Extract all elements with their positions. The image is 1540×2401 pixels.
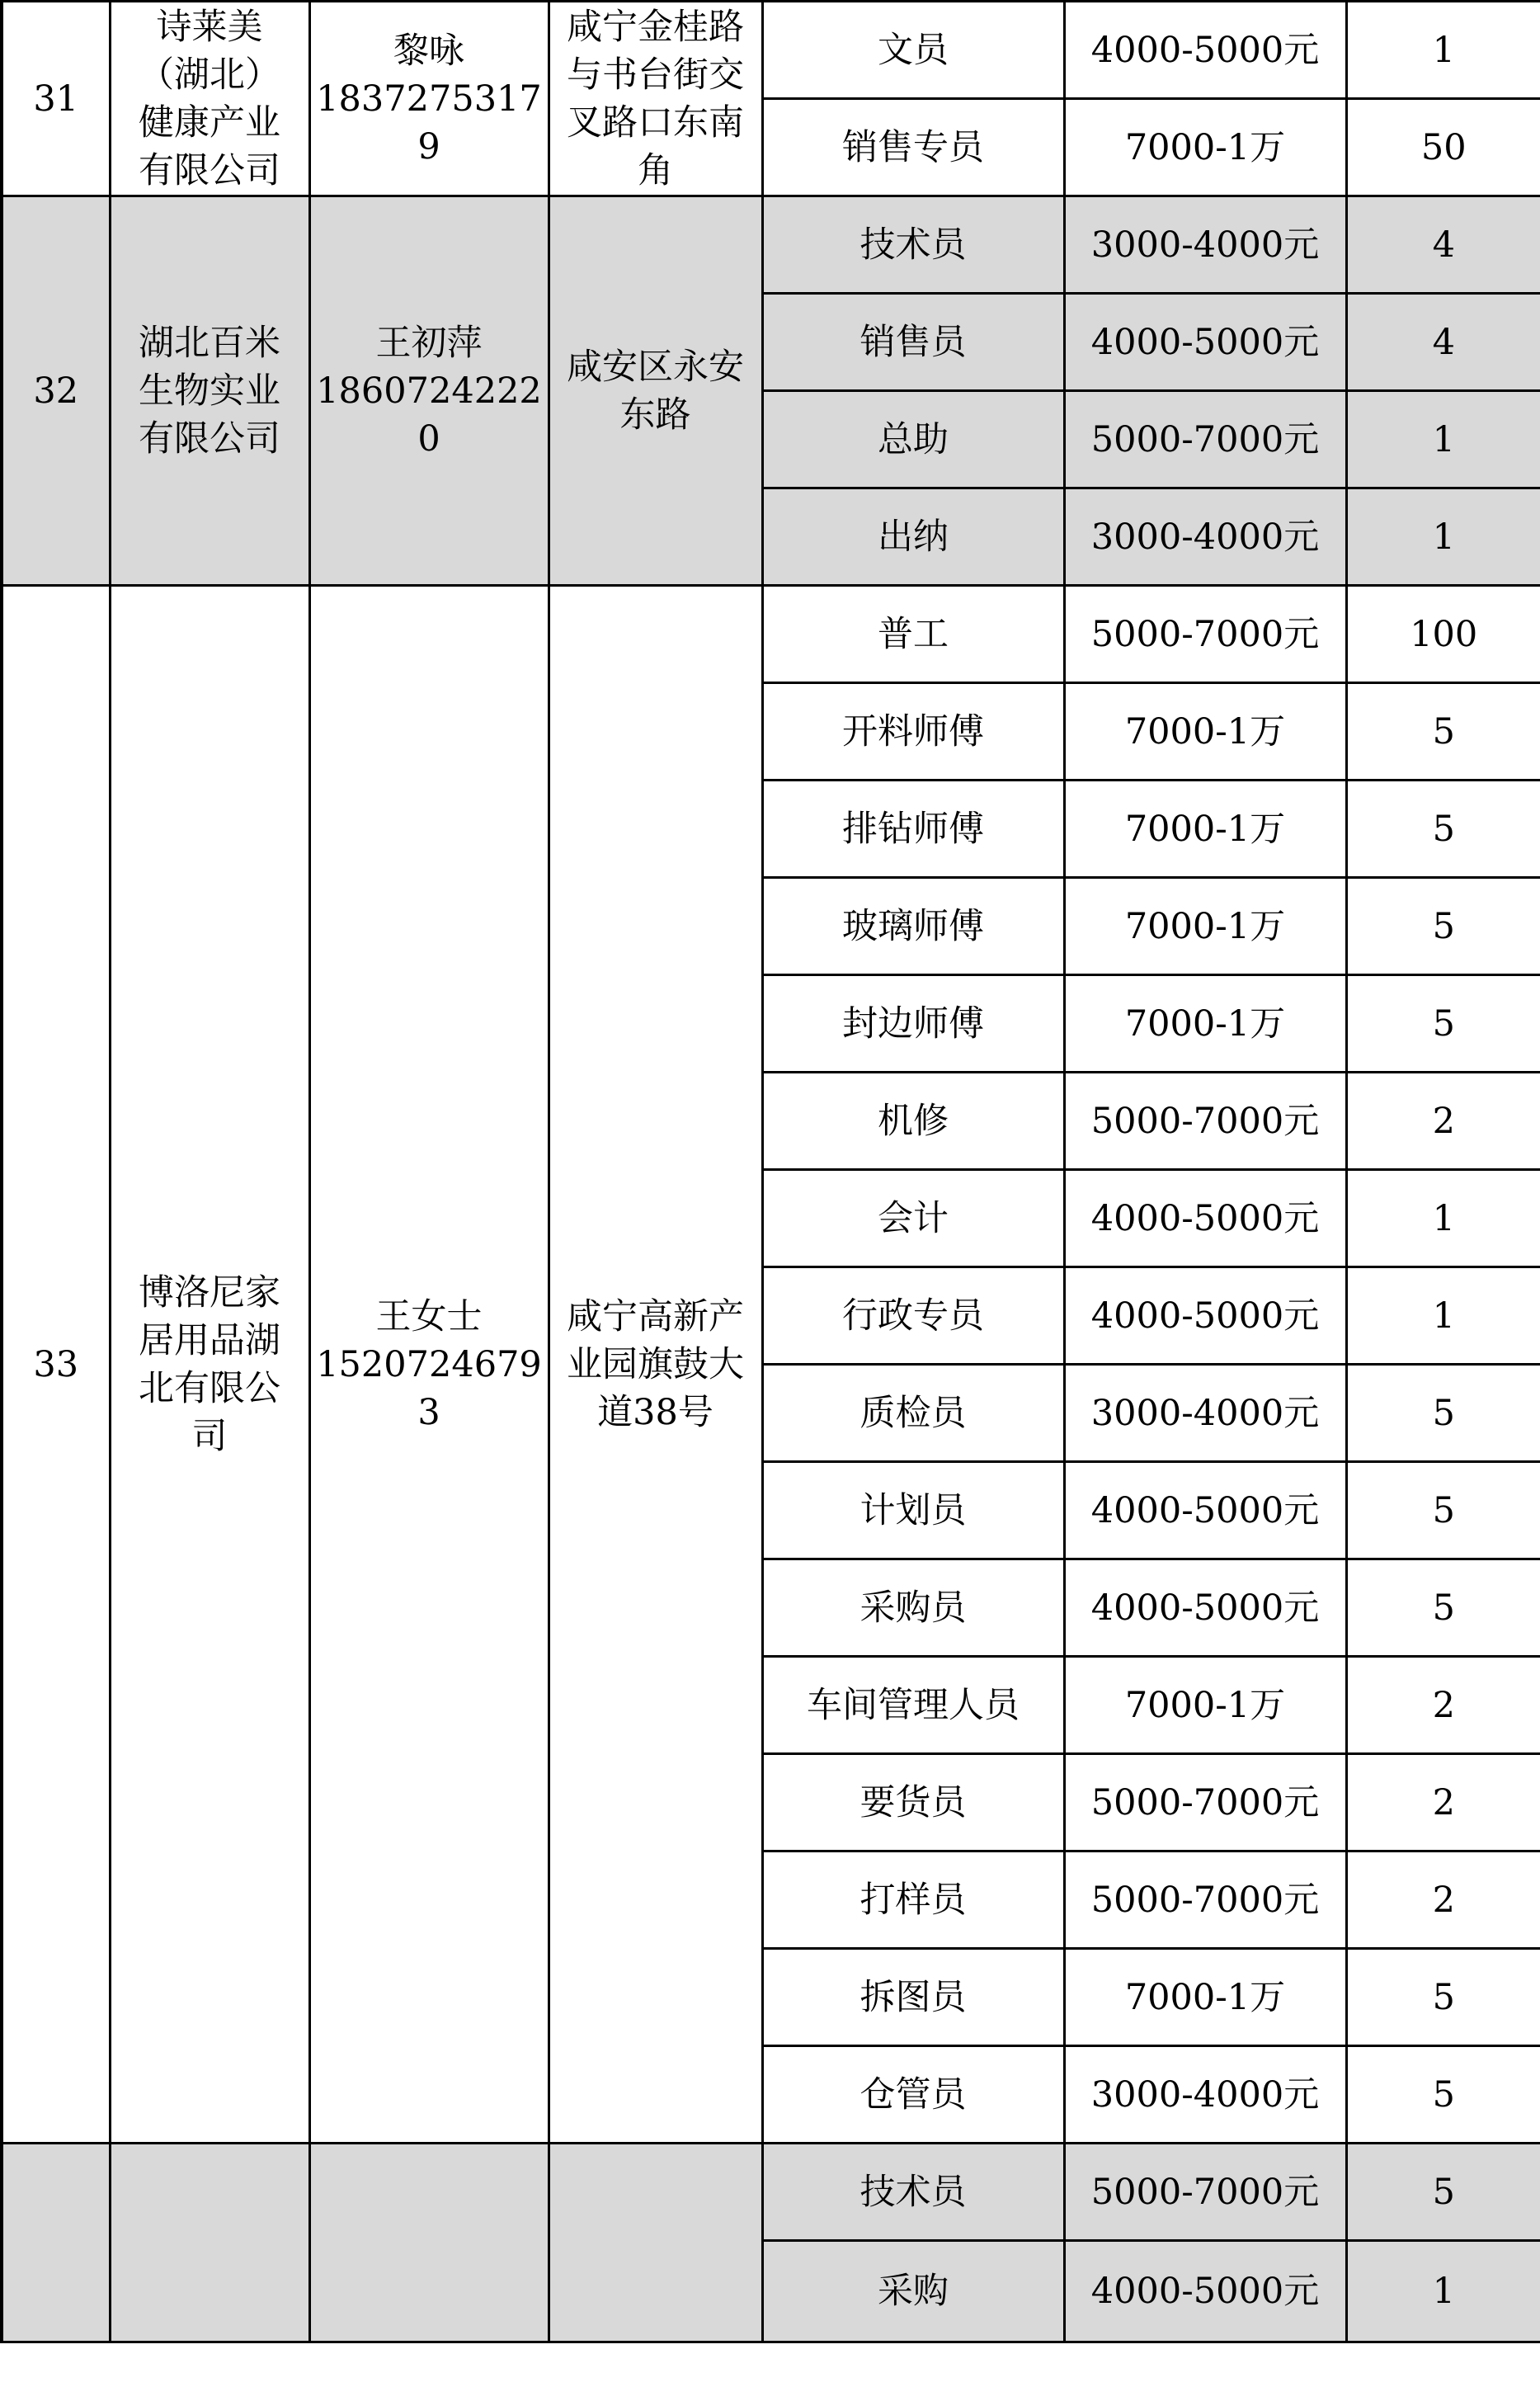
company-name-text: 博洛尼家 居用品湖 北有限公 司 — [139, 1271, 280, 1457]
company-index — [2, 2, 110, 196]
position-title: 会计 — [762, 1170, 1064, 1267]
position-count: 5 — [1346, 2144, 1540, 2241]
position-count: 2 — [1346, 1657, 1540, 1754]
company-contact — [309, 2144, 549, 2342]
position-count: 1 — [1346, 2241, 1540, 2342]
position-title: 计划员 — [762, 1462, 1064, 1559]
position-count: 50 — [1346, 99, 1540, 196]
position-count: 2 — [1346, 1754, 1540, 1851]
position-count: 5 — [1346, 1949, 1540, 2046]
company-name — [110, 2144, 309, 2342]
position-count: 1 — [1346, 488, 1540, 586]
position-title: 销售员 — [762, 294, 1064, 391]
company-contact — [309, 586, 549, 2144]
position-salary: 5000-7000元 — [1064, 391, 1346, 488]
company-contact-text: 王初萍 18607242220 — [316, 322, 542, 460]
position-count: 4 — [1346, 294, 1540, 391]
position-salary: 4000-5000元 — [1064, 294, 1346, 391]
position-title: 机修 — [762, 1073, 1064, 1170]
position-count: 5 — [1346, 683, 1540, 781]
company-name — [110, 2, 309, 196]
position-title: 出纳 — [762, 488, 1064, 586]
position-title: 拆图员 — [762, 1949, 1064, 2046]
company-index — [2, 586, 110, 2144]
position-count: 5 — [1346, 1559, 1540, 1657]
position-count: 5 — [1346, 1462, 1540, 1559]
position-salary: 7000-1万 — [1064, 99, 1346, 196]
table-row — [2, 196, 1540, 294]
position-salary: 5000-7000元 — [1064, 1073, 1346, 1170]
position-title: 玻璃师傅 — [762, 878, 1064, 975]
position-salary: 4000-5000元 — [1064, 1267, 1346, 1365]
company-contact-text: 王女士 15207246793 — [316, 1295, 542, 1433]
company-index-text: 32 — [33, 370, 79, 412]
position-title: 行政专员 — [762, 1267, 1064, 1365]
position-salary: 5000-7000元 — [1064, 1754, 1346, 1851]
position-salary: 5000-7000元 — [1064, 1851, 1346, 1949]
position-title: 排钻师傅 — [762, 781, 1064, 878]
company-name — [110, 196, 309, 586]
company-address-text: 咸安区永安 东路 — [567, 346, 744, 436]
position-count: 1 — [1346, 391, 1540, 488]
position-title: 车间管理人员 — [762, 1657, 1064, 1754]
position-title: 开料师傅 — [762, 683, 1064, 781]
position-title: 采购 — [762, 2241, 1064, 2342]
position-title: 总助 — [762, 391, 1064, 488]
position-count: 4 — [1346, 196, 1540, 294]
position-title: 文员 — [762, 2, 1064, 99]
position-title: 销售专员 — [762, 99, 1064, 196]
job-table-body — [2, 2, 1540, 2342]
position-salary: 4000-5000元 — [1064, 1559, 1346, 1657]
position-salary: 7000-1万 — [1064, 683, 1346, 781]
position-count: 2 — [1346, 1073, 1540, 1170]
position-title: 普工 — [762, 586, 1064, 683]
position-salary: 5000-7000元 — [1064, 586, 1346, 683]
position-count: 5 — [1346, 2046, 1540, 2144]
company-contact-text: 黎咏 18372753179 — [316, 30, 542, 167]
position-count: 2 — [1346, 1851, 1540, 1949]
company-index-text: 31 — [33, 78, 79, 120]
position-salary: 4000-5000元 — [1064, 1170, 1346, 1267]
position-title: 打样员 — [762, 1851, 1064, 1949]
company-contact — [309, 196, 549, 586]
position-salary: 3000-4000元 — [1064, 196, 1346, 294]
position-count: 5 — [1346, 878, 1540, 975]
position-salary: 7000-1万 — [1064, 975, 1346, 1073]
position-title: 技术员 — [762, 196, 1064, 294]
position-title: 质检员 — [762, 1365, 1064, 1462]
company-name — [110, 586, 309, 2144]
position-count: 1 — [1346, 1170, 1540, 1267]
position-count: 1 — [1346, 2, 1540, 99]
company-address-text: 咸宁金桂路 与书台街交 叉路口东南 角 — [567, 6, 744, 191]
company-contact — [309, 2, 549, 196]
company-address — [549, 586, 762, 2144]
position-title: 采购员 — [762, 1559, 1064, 1657]
position-salary: 3000-4000元 — [1064, 488, 1346, 586]
table-row — [2, 2, 1540, 99]
position-count: 100 — [1346, 586, 1540, 683]
company-index — [2, 2144, 110, 2342]
position-salary: 7000-1万 — [1064, 1657, 1346, 1754]
position-salary: 7000-1万 — [1064, 781, 1346, 878]
position-salary: 7000-1万 — [1064, 878, 1346, 975]
position-count: 5 — [1346, 975, 1540, 1073]
position-count: 5 — [1346, 1365, 1540, 1462]
position-salary: 4000-5000元 — [1064, 2241, 1346, 2342]
position-title: 仓管员 — [762, 2046, 1064, 2144]
company-address — [549, 196, 762, 586]
table-row — [2, 2144, 1540, 2241]
company-address — [549, 2, 762, 196]
table-row — [2, 586, 1540, 683]
position-salary: 7000-1万 — [1064, 1949, 1346, 2046]
position-salary: 3000-4000元 — [1064, 2046, 1346, 2144]
company-index-text: 33 — [33, 1343, 79, 1385]
position-salary: 4000-5000元 — [1064, 1462, 1346, 1559]
position-title: 要货员 — [762, 1754, 1064, 1851]
position-count: 5 — [1346, 781, 1540, 878]
company-name-text: 湖北百米 生物实业 有限公司 — [139, 322, 280, 460]
position-salary: 5000-7000元 — [1064, 2144, 1346, 2241]
position-title: 技术员 — [762, 2144, 1064, 2241]
company-address-text: 咸宁高新产 业园旗鼓大 道38号 — [567, 1295, 744, 1433]
position-salary: 3000-4000元 — [1064, 1365, 1346, 1462]
position-title: 封边师傅 — [762, 975, 1064, 1073]
position-salary: 4000-5000元 — [1064, 2, 1346, 99]
company-address — [549, 2144, 762, 2342]
company-index — [2, 196, 110, 586]
position-count: 1 — [1346, 1267, 1540, 1365]
company-name-text: 诗莱美 （湖北） 健康产业 有限公司 — [139, 6, 280, 191]
